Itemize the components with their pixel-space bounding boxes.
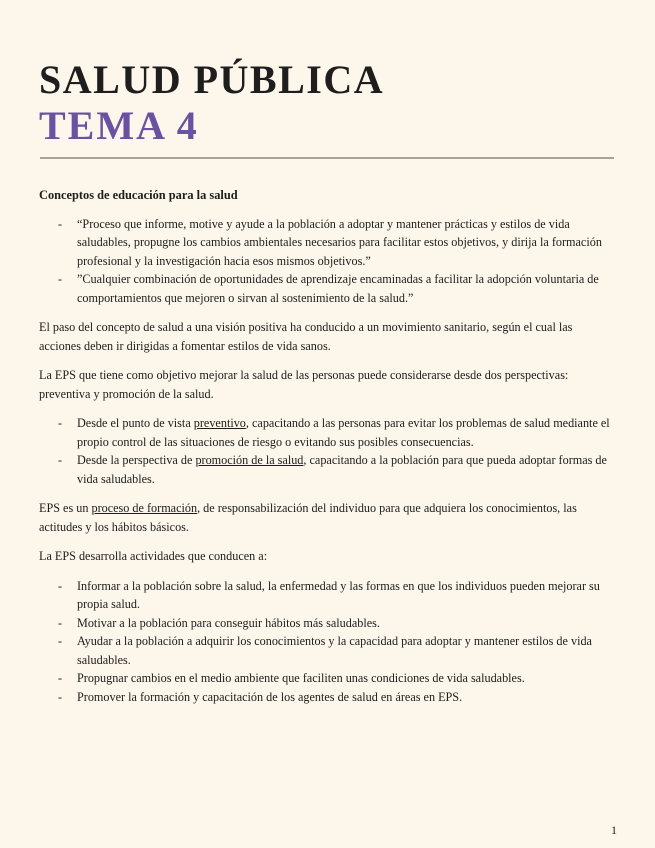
- list-item: - Informar a la población sobre la salud, la enfermedad y las formas en que los individuos pueden mejorar su propia salud.: [77, 577, 615, 614]
- definitions-list: [39, 215, 615, 308]
- document-subtitle: TEMA 4: [39, 103, 199, 148]
- underlined-term: proceso de formación: [91, 501, 198, 515]
- text-span: Desde la perspectiva de: [77, 453, 196, 467]
- text-span: , capacitando a las personas para evitar los problemas de salud mediante el propio control de las situaciones de riesgo o evitando sus posibles consecuencias.: [77, 416, 610, 449]
- text-span: EPS es un: [39, 501, 92, 515]
- list-item: - Propugnar cambios en el medio ambiente que faciliten unas condiciones de vida saludables.: [77, 669, 615, 688]
- list-item: - Promover la formación y capacitación de los agentes de salud en áreas en EPS.: [77, 688, 615, 707]
- list-item: - ”Cualquier combinación de oportunidades de aprendizaje encaminadas a facilitar la adopción voluntaria de comportamientos que mejoren o sirvan al sostenimiento de la salud.”: [77, 270, 615, 307]
- paragraph: El paso del concepto de salud a una visión positiva ha conducido a un movimiento sanitario, según el cual las acciones deben ir dirigidas a fomentar estilos de vida sanos.: [39, 320, 573, 353]
- text-span: , capacitando a la población para que pueda adoptar formas de vida saludables.: [77, 453, 607, 486]
- list-item: - Motivar a la población para conseguir hábitos más saludables.: [77, 614, 615, 633]
- paragraph: La EPS desarrolla actividades que conducen a:: [39, 549, 268, 563]
- list-item: [77, 451, 615, 488]
- paragraph: La EPS que tiene como objetivo mejorar la salud de las personas puede considerarse desde dos perspectivas: preventiva y promoción de la salud.: [39, 368, 569, 401]
- list-item: [77, 414, 615, 451]
- section-heading: Conceptos de educación para la salud: [39, 188, 238, 202]
- document-body: [39, 186, 615, 717]
- perspectives-list: [39, 414, 615, 488]
- list-item: - “Proceso que informe, motive y ayude a la población a adoptar y mantener prácticas y estilos de vida saludables, propugne los cambios ambientales necesarios para facilitar estos objetivos, y dirija la formación profesional y la investigación hacia esos mismos objetivos.”: [77, 215, 615, 271]
- text-span: , de responsabilización del individuo para que adquiera los conocimientos, las actitudes y los hábitos básicos.: [39, 501, 577, 534]
- page-number: 1: [611, 823, 617, 837]
- list-item: - Ayudar a la población a adquirir los conocimientos y la capacidad para adoptar y mantener estilos de vida saludables.: [77, 632, 615, 669]
- text-span: Desde el punto de vista: [77, 416, 194, 430]
- underlined-term: preventivo: [193, 416, 246, 430]
- activities-list: [39, 577, 615, 707]
- header-divider: [40, 157, 614, 159]
- document-title: SALUD PÚBLICA: [39, 57, 385, 102]
- paragraph: [39, 499, 615, 536]
- underlined-term: promoción de la salud: [195, 453, 304, 467]
